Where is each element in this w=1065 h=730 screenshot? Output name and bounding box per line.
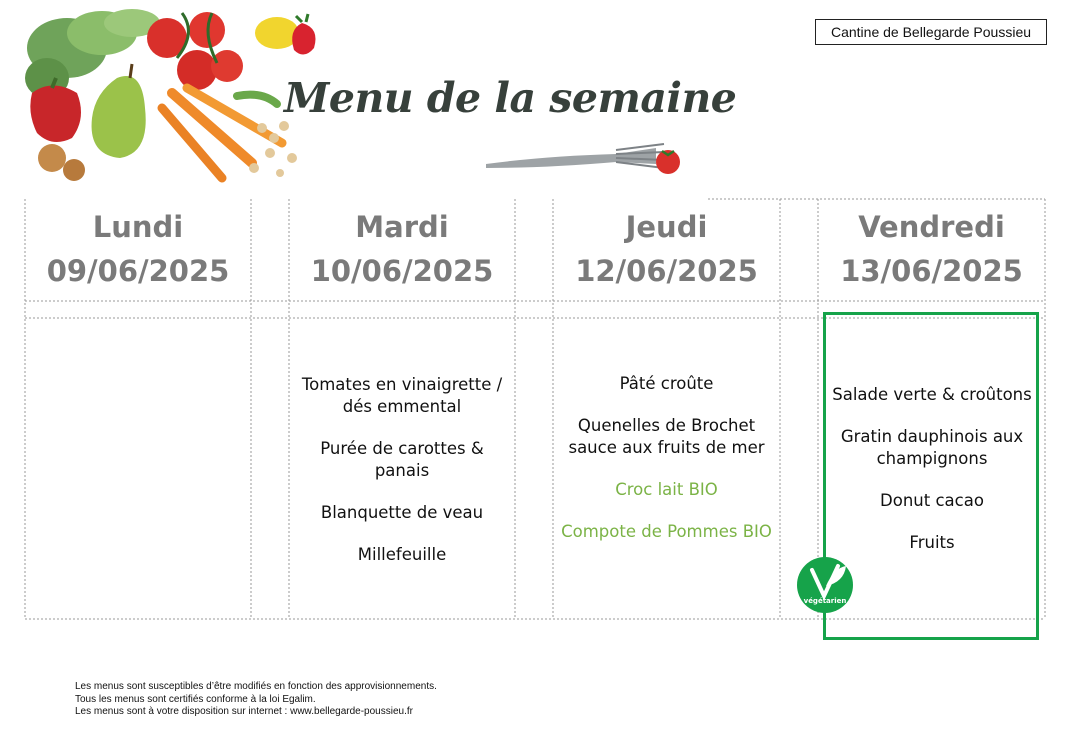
day-name: Jeudi	[625, 210, 708, 244]
canteen-name: Cantine de Bellegarde Poussieu	[815, 19, 1047, 45]
day-header-jeudi	[553, 200, 780, 298]
vegetarian-day-highlight	[823, 312, 1039, 640]
dish-item: Quenelles de Brochet sauce aux fruits de mer	[568, 416, 765, 457]
day-header-lundi	[25, 200, 251, 298]
dish-item-bio: Compote de Pommes BIO	[561, 522, 772, 541]
day-date: 12/06/2025	[575, 254, 758, 288]
dish-item: Gratin dauphinois aux champignons	[840, 427, 1024, 468]
dish-item: Salade verte & croûtons	[832, 385, 1032, 404]
day-menu-mardi	[289, 320, 515, 618]
dish-item: Donut cacao	[880, 491, 984, 510]
day-header-vendredi	[818, 200, 1045, 298]
day-menu-jeudi	[553, 320, 780, 618]
dish-item: Millefeuille	[357, 545, 447, 564]
day-name: Lundi	[92, 210, 184, 244]
dish-item: Fruits	[909, 533, 955, 552]
day-name: Vendredi	[858, 210, 1005, 244]
vegetarian-badge-label: végétarien	[803, 597, 847, 605]
day-date: 13/06/2025	[840, 254, 1023, 288]
dish-item: Blanquette de veau	[320, 503, 484, 522]
fork-icon	[482, 140, 688, 178]
footer-line: Les menus sont susceptibles d’être modifiés en fonction des approvisionnements.	[75, 681, 437, 692]
day-name: Mardi	[355, 210, 449, 244]
vegetarian-badge-icon	[796, 556, 854, 614]
dish-item: Tomates en vinaigrette / dés emmental	[301, 375, 503, 416]
vegetables-illustration	[22, 8, 322, 188]
page-title: Menu de la semaine	[284, 74, 737, 122]
dish-item: Pâté croûte	[619, 374, 714, 393]
dish-item: Purée de carottes & panais	[320, 439, 484, 480]
dish-item-bio: Croc lait BIO	[615, 480, 718, 499]
day-date: 09/06/2025	[46, 254, 230, 288]
footer-notes	[75, 681, 437, 719]
day-header-mardi	[289, 200, 515, 298]
day-date: 10/06/2025	[310, 254, 494, 288]
day-menu-lundi	[25, 320, 251, 618]
footer-line: Les menus sont à votre disposition sur internet : www.bellegarde-poussieu.fr	[75, 706, 413, 717]
footer-line: Tous les menus sont certifiés conforme à la loi Egalim.	[75, 693, 316, 705]
